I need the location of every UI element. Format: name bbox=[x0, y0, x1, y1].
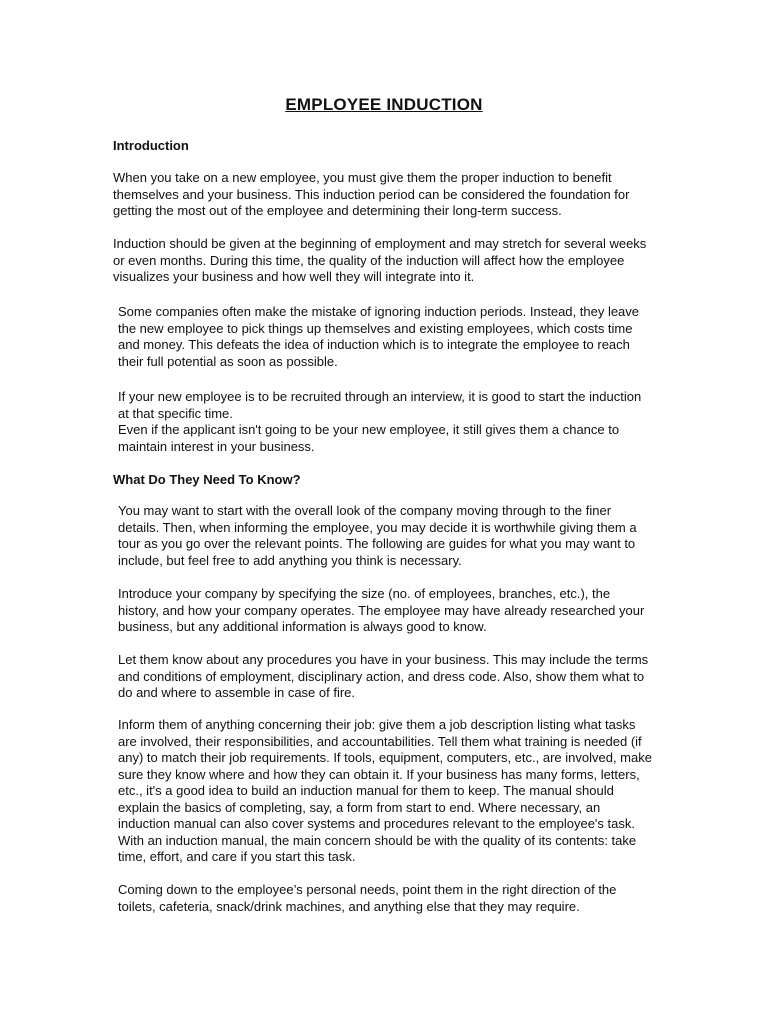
paragraph: Inform them of anything concerning their job: give them a job description listing what tasks are involved, their responsibilities, and accountabilities. Tell them what training is needed (if any) to match their job requirements. If tools, equipment, computers, etc., are involved, make sure they know where and how they can obtain it. If your business has many forms, letters, etc., it's a good idea to build an induction manual for them to keep. The manual should explain the basics of completing, say, a form from start to end. Where necessary, an induction manual can also cover systems and procedures relevant to the employee's task. With an induction manual, the main concern should be with the quality of its contents: take time, effort, and care if you start this task. bbox=[118, 717, 652, 864]
paragraph: Induction should be given at the beginning of employment and may stretch for several weeks or even months. During this time, the quality of the induction will affect how the employee visualizes your business and how well they will integrate into it. bbox=[113, 236, 647, 284]
paragraph: If your new employee is to be recruited through an interview, it is good to start the induction at that specific time. bbox=[118, 389, 642, 421]
paragraph: Let them know about any procedures you have in your business. This may include the terms and conditions of employment, disciplinary action, and dress code. Also, show them what to do and where to assemble in case of fire. bbox=[118, 652, 649, 700]
paragraph: Even if the applicant isn't going to be your new employee, it still gives them a chance to maintain interest in your business. bbox=[118, 422, 620, 454]
section-heading-what-do-they-need-to-know: What Do They Need To Know? bbox=[113, 472, 301, 487]
paragraph: When you take on a new employee, you must give them the proper induction to benefit themselves and your business. This induction period can be considered the foundation for getting the most out of the employee and determining their long-term success. bbox=[113, 170, 630, 218]
paragraph: Introduce your company by specifying the size (no. of employees, branches, etc.), the history, and how your company operates. The employee may have already researched your business, but any additional information is always good to know. bbox=[118, 586, 645, 634]
paragraph: Some companies often make the mistake of ignoring induction periods. Instead, they leave the new employee to pick things up themselves and existing employees, which costs time and money. This defeats the idea of induction which is to integrate the employee to reach their full potential as soon as possible. bbox=[118, 304, 640, 369]
document-title: EMPLOYEE INDUCTION bbox=[285, 95, 483, 114]
section-heading-introduction: Introduction bbox=[113, 138, 189, 153]
paragraph: You may want to start with the overall look of the company moving through to the finer details. Then, when informing the employee, you may decide it is worthwhile giving them a tour as you go over the relevant points. The following are guides for what you may want to include, but feel free to add anything you think is necessary. bbox=[118, 503, 637, 568]
paragraph: Coming down to the employee’s personal needs, point them in the right direction of the toilets, cafeteria, snack/drink machines, and anything else that they may require. bbox=[118, 882, 617, 914]
